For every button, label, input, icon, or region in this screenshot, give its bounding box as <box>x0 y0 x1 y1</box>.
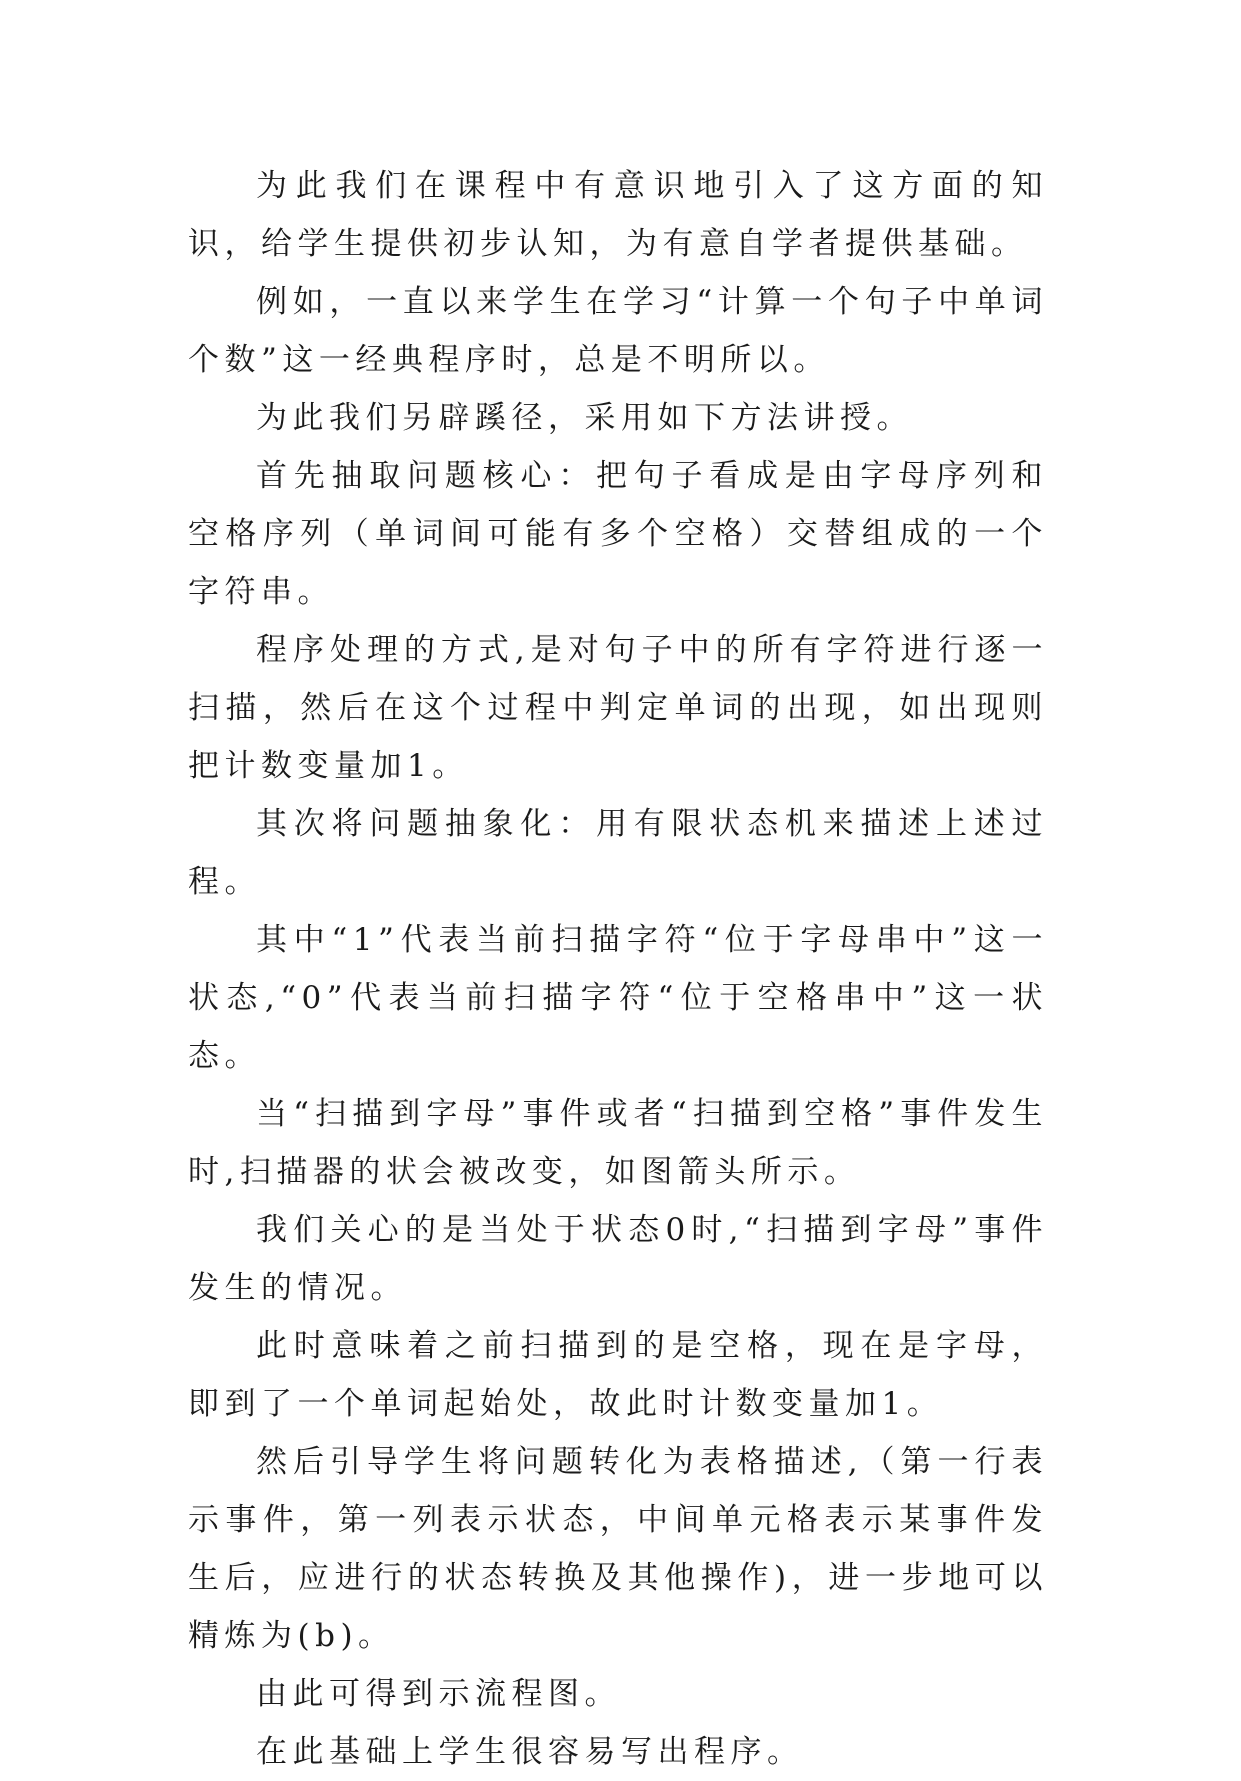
paragraph: 由此可得到示流程图。 <box>256 1676 621 1712</box>
paragraph: 其中“1”代表当前扫描字符“位于字母串中”这一状态,“0”代表当前扫描字符“位于空格串中”这一状态。 <box>188 922 1048 1074</box>
paragraph: 程序处理的方式,是对句子中的所有字符进行逐一扫描，然后在这个过程中判定单词的出现，如出现则把计数变量加1。 <box>188 632 1048 784</box>
paragraph: 为此我们另辟蹊径，采用如下方法讲授。 <box>256 400 913 436</box>
paragraph: 例如，一直以来学生在学习“计算一个句子中单词个数”这一经典程序时，总是不明所以。 <box>188 284 1048 378</box>
paragraph: 然后引导学生将问题转化为表格描述,（第一行表示事件，第一列表示状态，中间单元格表示某事件发生后，应进行的状态转换及其他操作)，进一步地可以精炼为(b)。 <box>188 1444 1048 1654</box>
document-body <box>188 157 1048 1781</box>
paragraph: 当“扫描到字母”事件或者“扫描到空格”事件发生时,扫描器的状会被改变，如图箭头所示。 <box>188 1096 1048 1190</box>
paragraph: 我们关心的是当处于状态0时,“扫描到字母”事件发生的情况。 <box>188 1212 1048 1306</box>
paragraph: 在此基础上学生很容易写出程序。 <box>256 1734 804 1770</box>
paragraph: 其次将问题抽象化：用有限状态机来描述上述过程。 <box>188 806 1048 900</box>
paragraph: 为此我们在课程中有意识地引入了这方面的知识，给学生提供初步认知，为有意自学者提供基础。 <box>188 168 1048 262</box>
paragraph: 此时意味着之前扫描到的是空格，现在是字母，即到了一个单词起始处，故此时计数变量加1。 <box>188 1328 1048 1422</box>
paragraph: 首先抽取问题核心：把句子看成是由字母序列和空格序列（单词间可能有多个空格）交替组成的一个字符串。 <box>188 458 1048 610</box>
